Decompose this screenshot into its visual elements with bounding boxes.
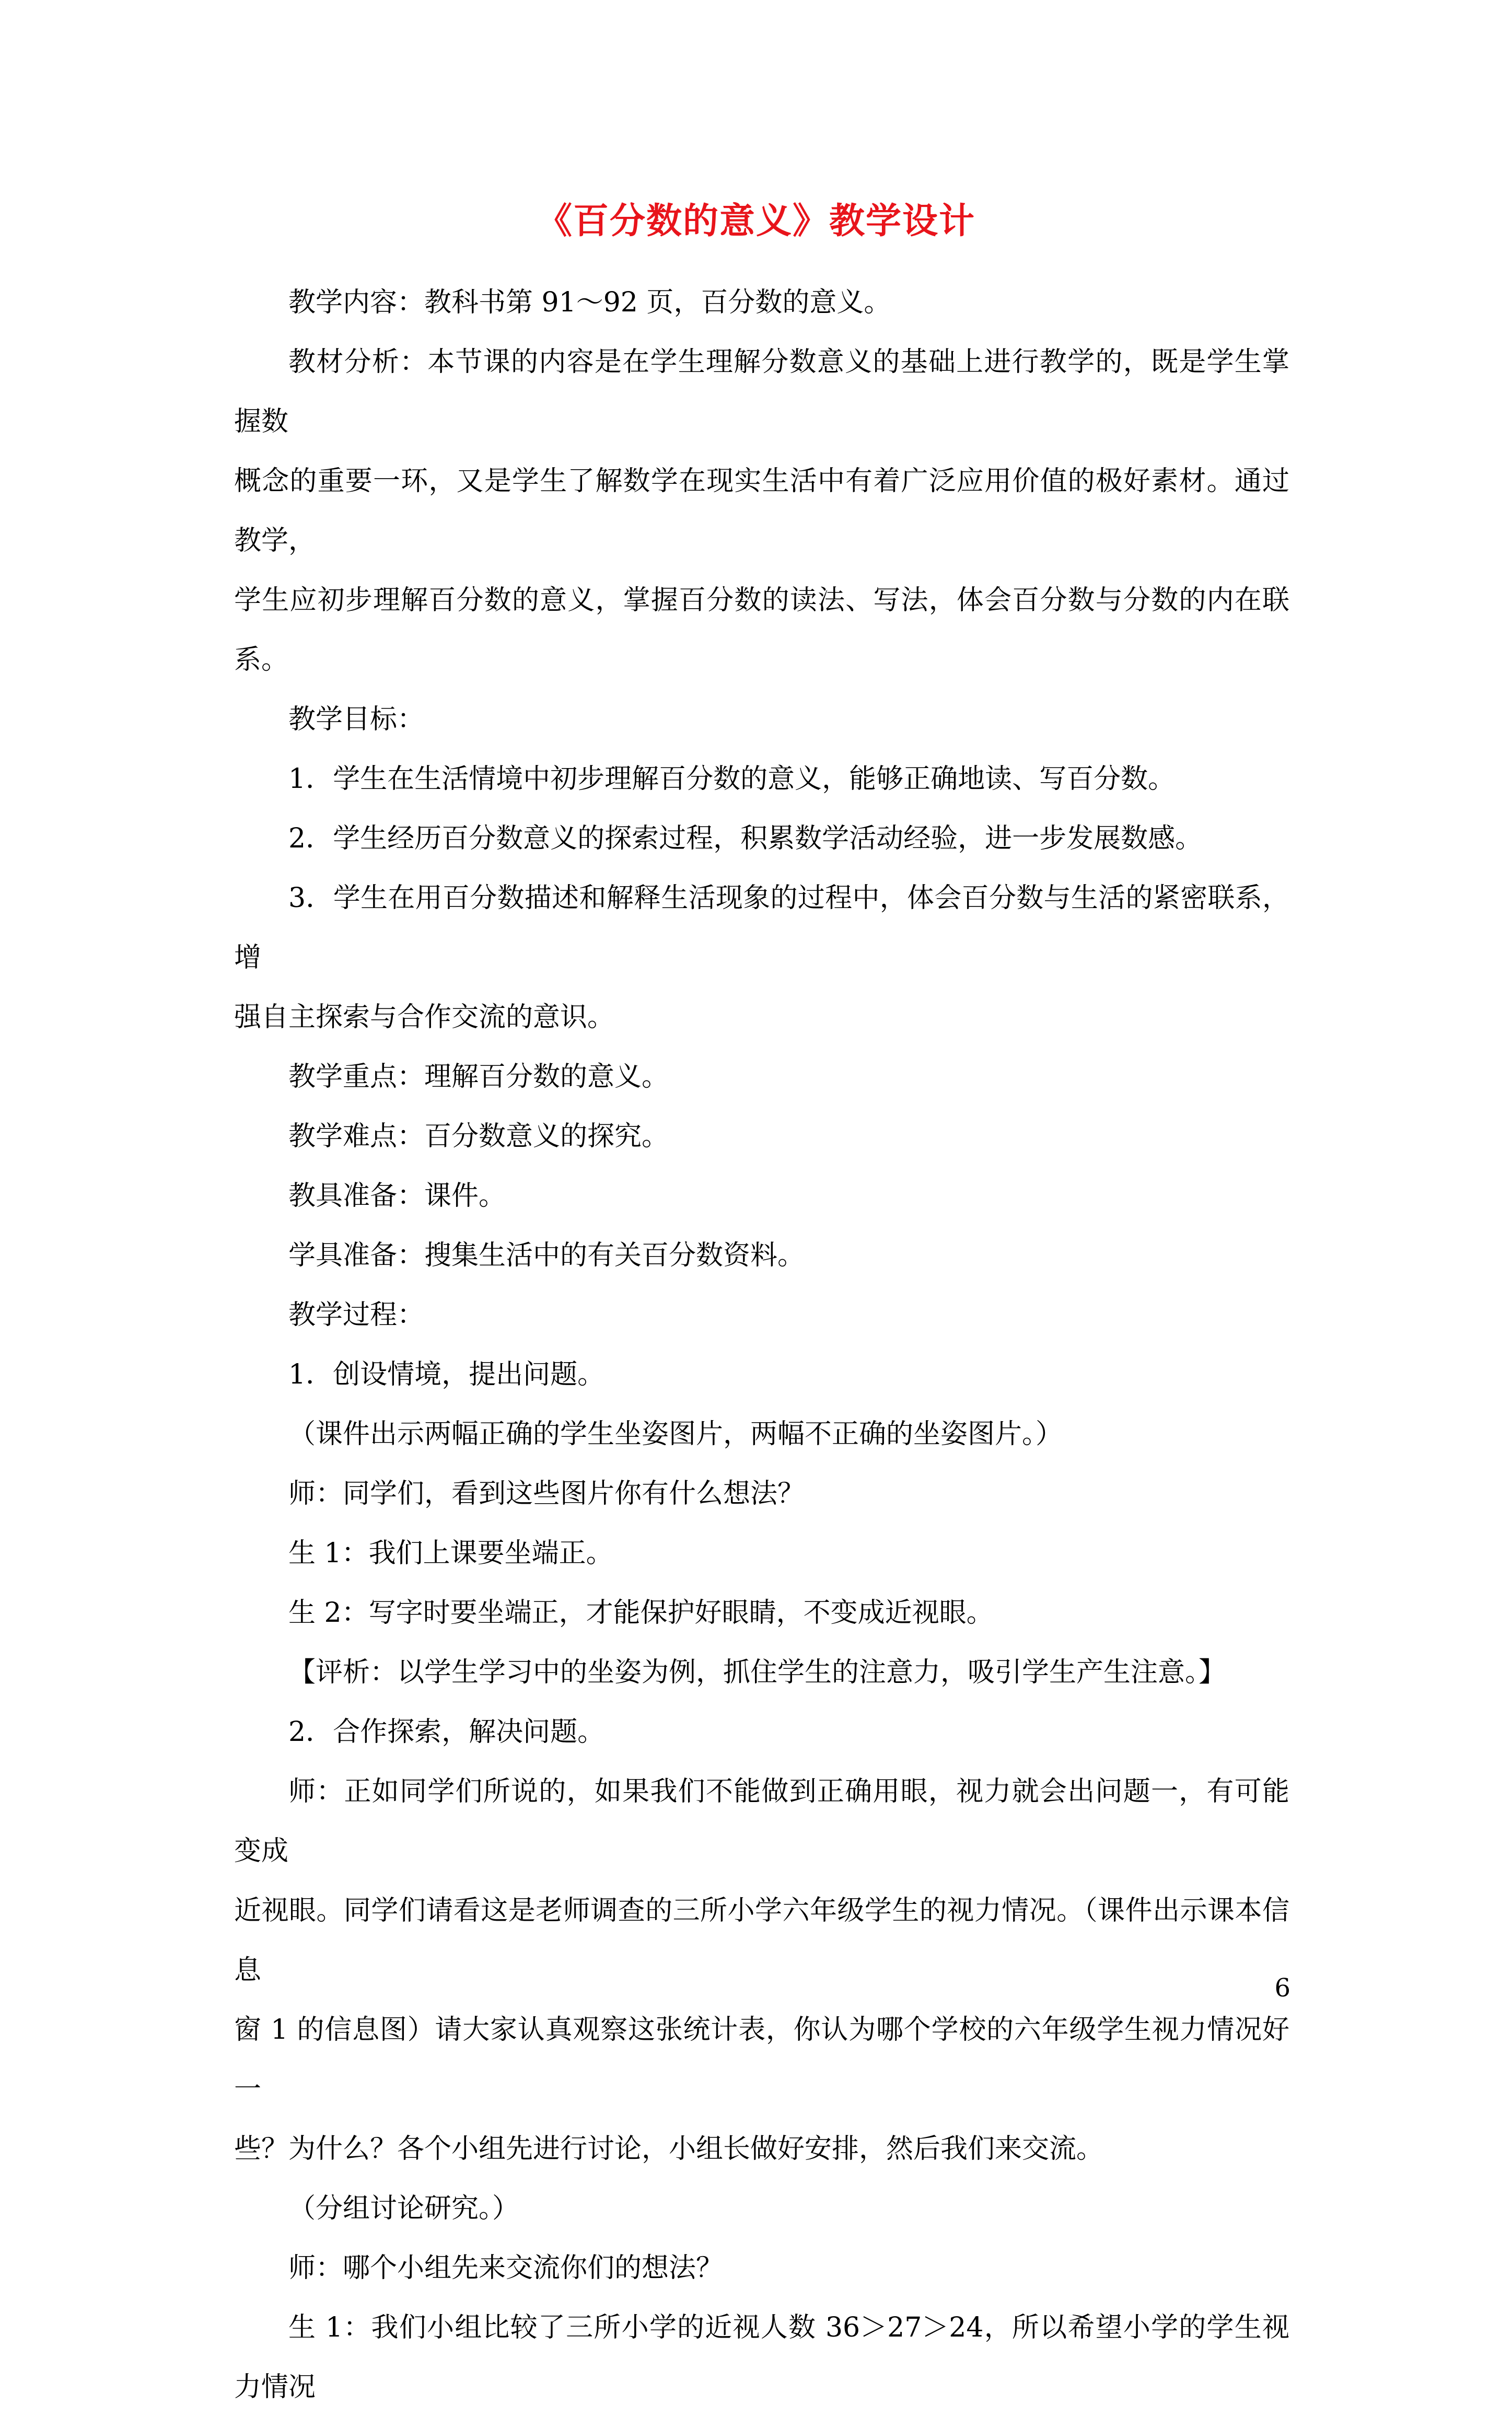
paragraph-line: 教学难点：百分数意义的探究。 (288, 1121, 669, 1152)
paragraph-line: 概念的重要一环，又是学生了解数学在现实生活中有着广泛应用价值的极好素材。通过教学， (234, 466, 1289, 556)
paragraph-line: 生 1：我们小组比较了三所小学的近视人数 36＞27＞24，所以希望小学的学生视力情况 (234, 2312, 1289, 2403)
paragraph-line: 教学内容：教科书第 91～92 页，百分数的意义。 (288, 287, 891, 318)
paragraph-line: 2．合作探索，解决问题。 (288, 1716, 605, 1748)
paragraph-line: （分组讨论研究。） (288, 2193, 520, 2224)
paragraph-line: 1．学生在生活情境中初步理解百分数的意义，能够正确地读、写百分数。 (288, 763, 1176, 795)
paragraph-line: 教学目标： (288, 704, 425, 735)
paragraph-line: （课件出示两幅正确的学生坐姿图片，两幅不正确的坐姿图片。） (288, 1419, 1063, 1450)
paragraph-line: 3．学生在用百分数描述和解释生活现象的过程中，体会百分数与生活的紧密联系，增 (234, 882, 1289, 973)
paragraph-line: 师：哪个小组先来交流你们的想法？ (288, 2252, 724, 2284)
paragraph-line: 生 2：写字时要坐端正，才能保护好眼睛，不变成近视眼。 (288, 1597, 994, 1629)
paragraph-line: 窗 1 的信息图）请大家认真观察这张统计表，你认为哪个学校的六年级学生视力情况好一 (234, 2014, 1289, 2105)
page-number: 6 (1274, 1973, 1290, 2003)
paragraph-line: 学生应初步理解百分数的意义，掌握百分数的读法、写法，体会百分数与分数的内在联系。 (234, 585, 1289, 676)
document-title: 《百分数的意义》教学设计 (536, 200, 975, 242)
paragraph-line: 生 1：我们上课要坐端正。 (288, 1538, 613, 1569)
document-body (234, 273, 1289, 2417)
paragraph-line: 强自主探索与合作交流的意识。 (234, 1002, 615, 1033)
paragraph-line: 学具准备：搜集生活中的有关百分数资料。 (288, 1240, 805, 1271)
paragraph-line: 教具准备：课件。 (288, 1180, 506, 1212)
paragraph-line: 教学重点：理解百分数的意义。 (288, 1061, 669, 1093)
paragraph-line: 1．创设情境，提出问题。 (288, 1359, 605, 1390)
paragraph-line: 师：正如同学们所说的，如果我们不能做到正确用眼，视力就会出问题一，有可能变成 (234, 1776, 1289, 1867)
paragraph-line: 近视眼。同学们请看这是老师调查的三所小学六年级学生的视力情况。（课件出示课本信息 (234, 1895, 1289, 1986)
paragraph-line: 师：同学们，看到这些图片你有什么想法？ (288, 1478, 805, 1509)
paragraph-line: 教材分析：本节课的内容是在学生理解分数意义的基础上进行教学的，既是学生掌握数 (234, 346, 1289, 437)
paragraph-line: 【评析：以学生学习中的坐姿为例，抓住学生的注意力，吸引学生产生注意。】 (288, 1657, 1226, 1688)
paragraph-line: 些？为什么？各个小组先进行讨论，小组长做好安排，然后我们来交流。 (234, 2133, 1104, 2165)
paragraph-line: 教学过程： (288, 1299, 425, 1331)
paragraph-line: 2．学生经历百分数意义的探索过程，积累数学活动经验，进一步发展数感。 (288, 823, 1203, 854)
